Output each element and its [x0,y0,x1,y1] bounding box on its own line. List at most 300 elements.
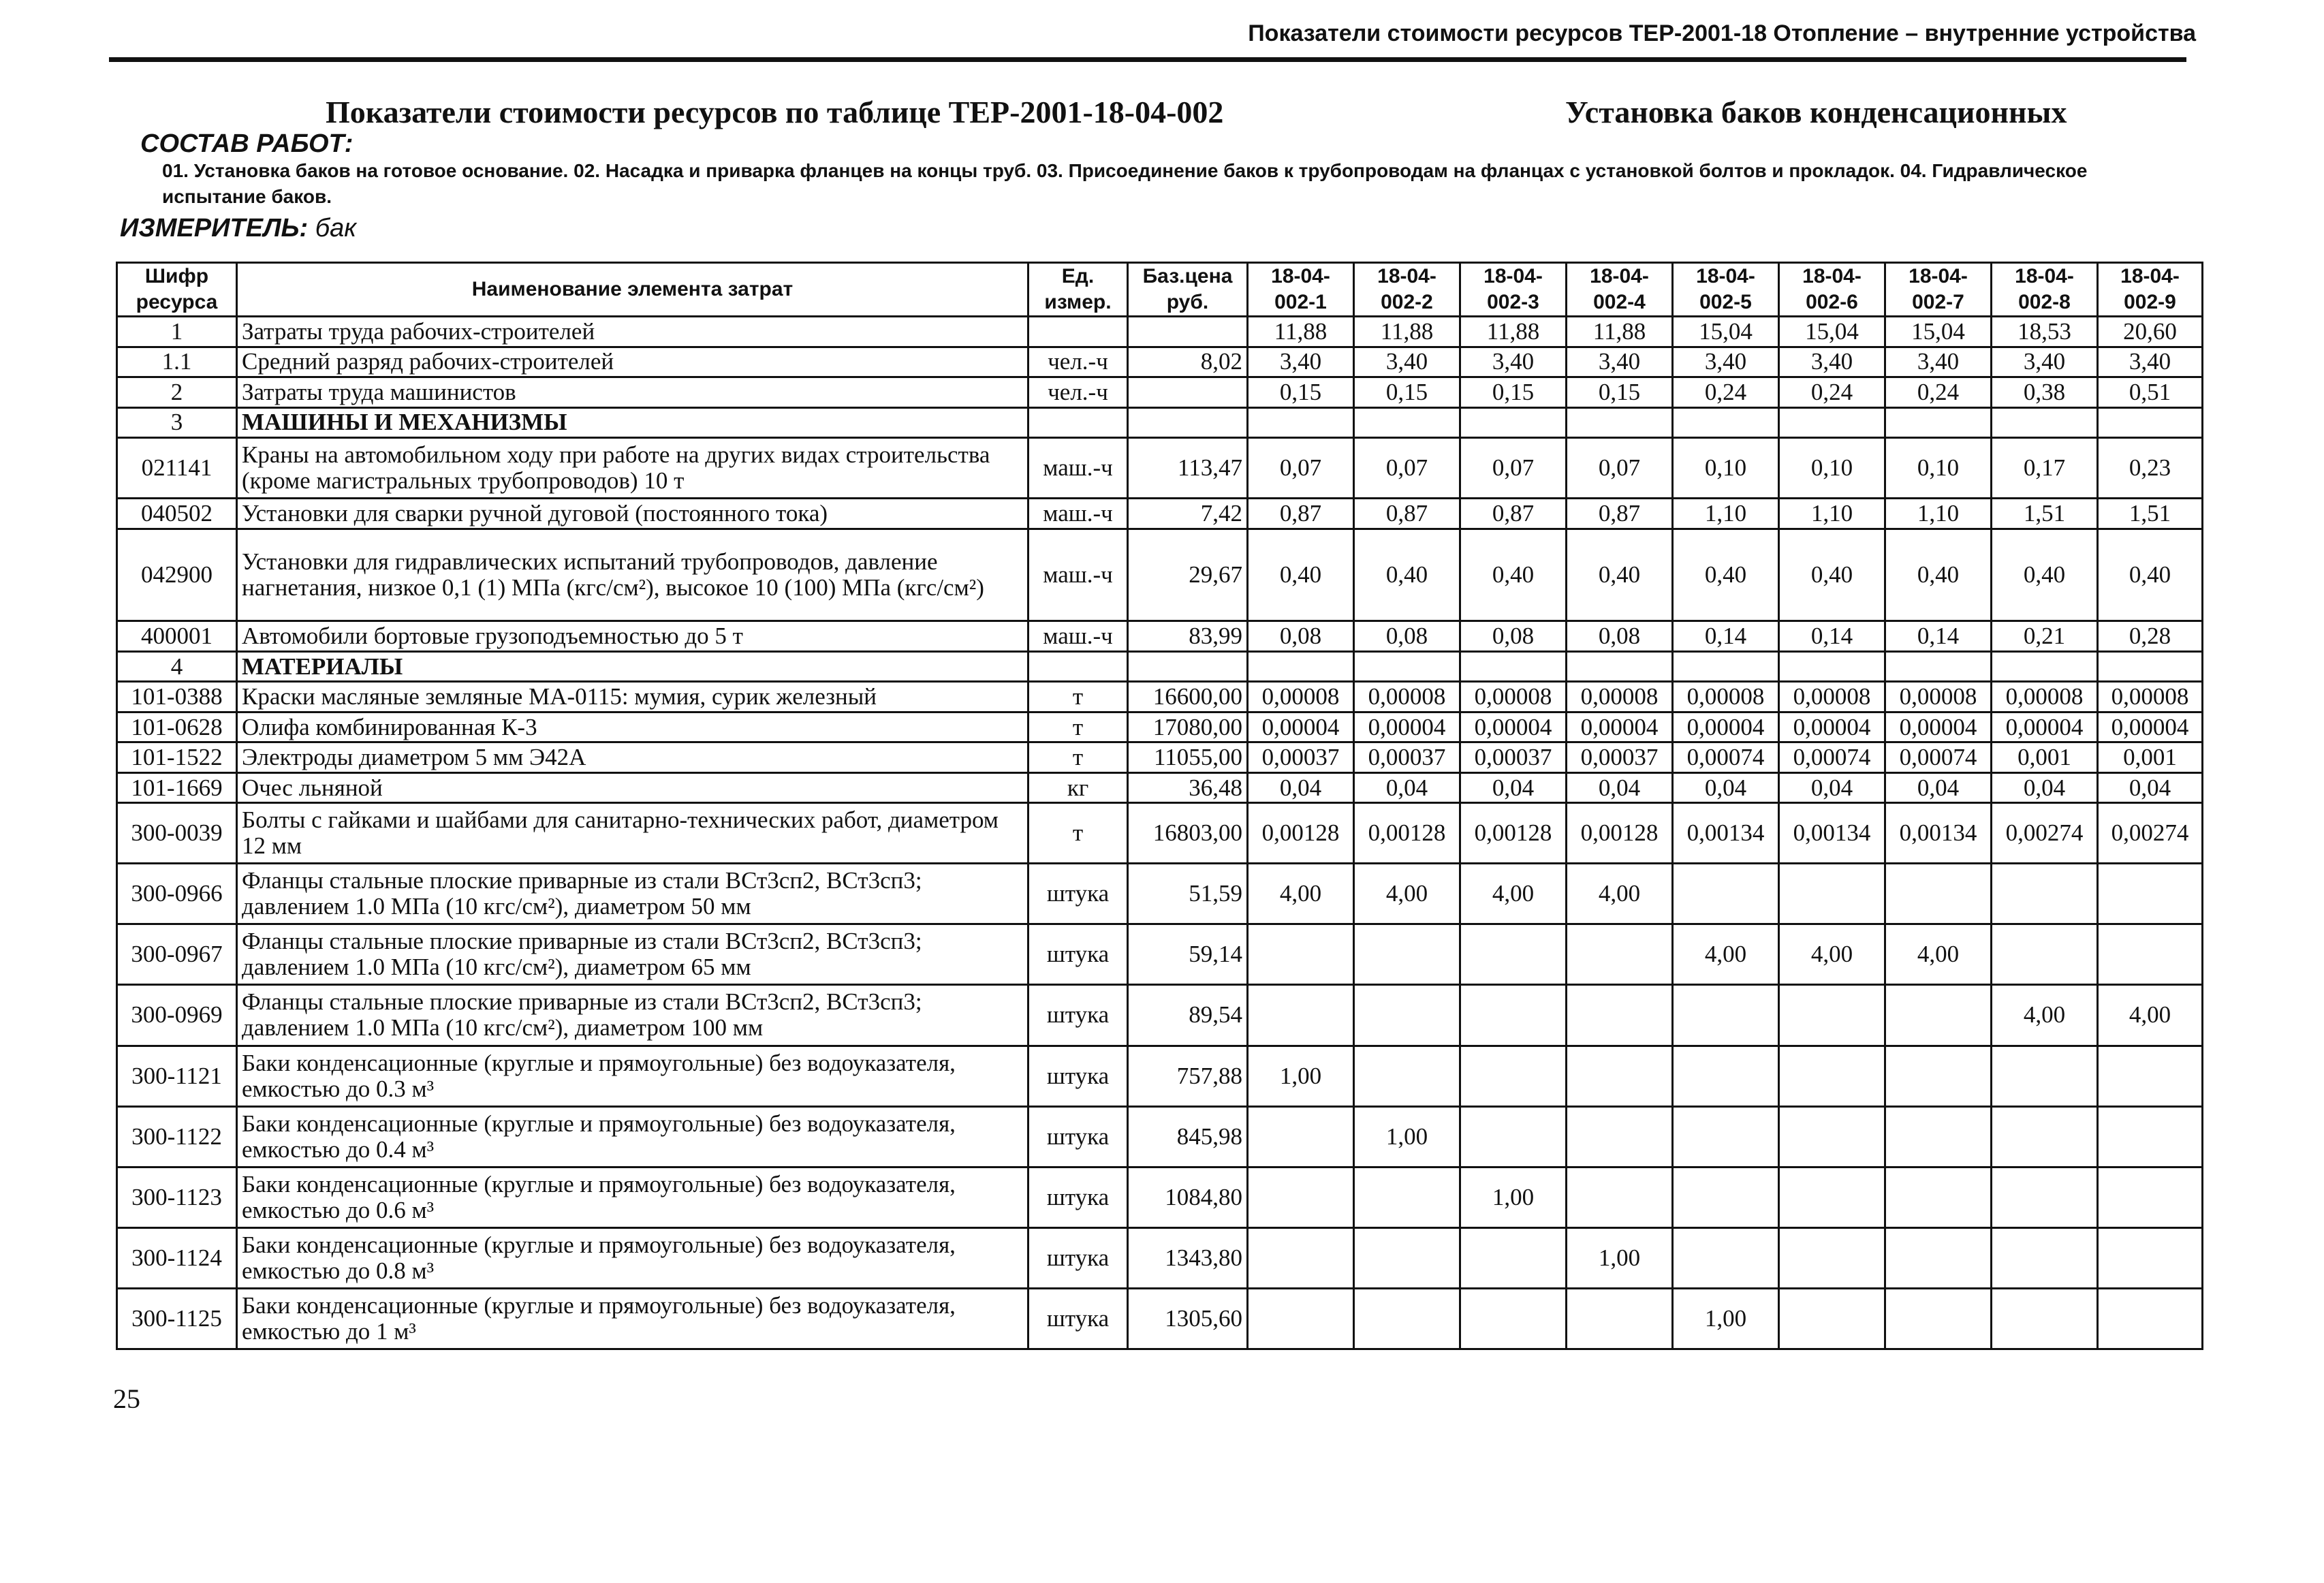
norm-value [1460,1046,1567,1106]
table-row [117,499,2203,529]
norm-value [1885,1046,1992,1106]
norm-value [1992,1167,2098,1227]
norm-value [1885,985,1992,1046]
norm-value: 0,24 [1673,377,1779,408]
norm-value: 0,001 [2098,742,2203,773]
resource-unit: штука [1028,1227,1128,1288]
header-code: Шифр ресурса [117,263,237,317]
norm-value: 0,04 [2098,772,2203,803]
norm-value: 0,00037 [1567,742,1673,773]
norm-value: 0,04 [1885,772,1992,803]
norm-value: 0,23 [2098,438,2203,499]
norm-value: 0,00004 [1248,712,1354,742]
resource-code: 300-1122 [117,1106,237,1167]
norm-value [1992,651,2098,682]
norm-value [1354,1227,1460,1288]
table-row [117,407,2203,438]
norm-value: 0,00004 [1779,712,1885,742]
norm-value: 0,04 [1460,772,1567,803]
norm-value: 1,10 [1673,499,1779,529]
resource-name: Краны на автомобильном ходу при работе на других видах строительства (кроме магистральных трубопроводов) 10 т [237,438,1028,499]
resource-name: Фланцы стальные плоские приварные из стали ВСт3сп2, ВСт3сп3; давлением 1.0 МПа (10 кгс/см²), диаметром 50 мм [237,864,1028,924]
norm-value: 0,10 [1673,438,1779,499]
header-col: 18-04-002-4 [1567,263,1673,317]
norm-value: 3,40 [1248,347,1354,377]
norm-value [1248,407,1354,438]
norm-value [1567,924,1673,985]
norm-value: 0,14 [1779,621,1885,652]
resource-price: 1305,60 [1128,1288,1248,1349]
norm-value: 3,40 [1992,347,2098,377]
norm-value: 0,87 [1460,499,1567,529]
norm-value: 0,40 [1885,529,1992,621]
norm-value [1248,1167,1354,1227]
norm-value [1673,985,1779,1046]
resource-code: 3 [117,407,237,438]
norm-value [1248,651,1354,682]
table-row [117,772,2203,803]
norm-value: 0,08 [1354,621,1460,652]
resource-unit: чел.-ч [1028,347,1128,377]
header-col: 18-04-002-7 [1885,263,1992,317]
norm-value [1460,985,1567,1046]
norm-value: 11,88 [1460,317,1567,347]
resource-price: 51,59 [1128,864,1248,924]
norm-value: 1,51 [2098,499,2203,529]
norm-value: 0,40 [1779,529,1885,621]
norm-value: 3,40 [1567,347,1673,377]
table-row [117,924,2203,985]
norm-value: 11,88 [1354,317,1460,347]
norm-value: 0,40 [1354,529,1460,621]
resource-price [1128,377,1248,408]
norm-value: 0,00274 [1992,803,2098,864]
norm-value: 0,00004 [1460,712,1567,742]
resource-unit: т [1028,712,1128,742]
norm-value: 1,00 [1354,1106,1460,1167]
norm-value [2098,1106,2203,1167]
resource-unit: маш.-ч [1028,621,1128,652]
norm-value: 4,00 [1460,864,1567,924]
norm-value [2098,1167,2203,1227]
resource-name: МАШИНЫ И МЕХАНИЗМЫ [237,407,1028,438]
resource-price: 16600,00 [1128,682,1248,712]
resource-price: 8,02 [1128,347,1248,377]
norm-value [1673,864,1779,924]
norm-value: 1,00 [1248,1046,1354,1106]
norm-value: 18,53 [1992,317,2098,347]
resource-price: 89,54 [1128,985,1248,1046]
resource-unit: т [1028,682,1128,712]
norm-value [1567,1106,1673,1167]
norm-value: 4,00 [1354,864,1460,924]
norm-value: 0,00004 [2098,712,2203,742]
resource-price: 83,99 [1128,621,1248,652]
resource-price: 11055,00 [1128,742,1248,773]
resource-code: 300-1121 [117,1046,237,1106]
norm-value: 1,00 [1673,1288,1779,1349]
norm-value [1673,1106,1779,1167]
norm-value [1354,1046,1460,1106]
resource-name: Очес льняной [237,772,1028,803]
measure-value: бак [315,214,357,242]
resource-code: 101-0388 [117,682,237,712]
resource-name: Баки конденсационные (круглые и прямоугольные) без водоуказателя, емкостью до 0.3 м³ [237,1046,1028,1106]
table-row [117,317,2203,347]
norm-value [1885,1167,1992,1227]
resource-price: 7,42 [1128,499,1248,529]
resource-code: 300-1123 [117,1167,237,1227]
measure-row [120,214,356,243]
norm-value [1673,651,1779,682]
norm-value [1354,985,1460,1046]
norm-value [1354,407,1460,438]
norm-value: 0,87 [1567,499,1673,529]
norm-value: 0,00128 [1460,803,1567,864]
norm-value: 0,00074 [1885,742,1992,773]
header-col: 18-04-002-2 [1354,263,1460,317]
norm-value [1567,1167,1673,1227]
norm-value: 0,00128 [1567,803,1673,864]
resource-unit: штука [1028,924,1128,985]
resource-unit: штука [1028,1167,1128,1227]
norm-value: 4,00 [1779,924,1885,985]
norm-value: 0,40 [1567,529,1673,621]
table-row [117,803,2203,864]
norm-value: 0,24 [1779,377,1885,408]
norm-value [2098,407,2203,438]
norm-value [1567,1288,1673,1349]
norm-value: 4,00 [1248,864,1354,924]
section-title: Установка баков конденсационных [1565,95,2067,129]
norm-value: 0,00008 [1354,682,1460,712]
resource-unit: штука [1028,1106,1128,1167]
norm-value: 3,40 [2098,347,2203,377]
norm-value: 15,04 [1779,317,1885,347]
norm-value: 0,15 [1567,377,1673,408]
norm-value [1248,1288,1354,1349]
norm-value [1460,1106,1567,1167]
norm-value [1885,1227,1992,1288]
resource-name: Фланцы стальные плоские приварные из стали ВСт3сп2, ВСт3сп3; давлением 1.0 МПа (10 кгс/см²), диаметром 65 мм [237,924,1028,985]
resource-price: 845,98 [1128,1106,1248,1167]
norm-value: 0,00037 [1460,742,1567,773]
page-number: 25 [113,1383,140,1414]
norm-value: 0,14 [1885,621,1992,652]
norm-value: 0,00037 [1248,742,1354,773]
norm-value: 11,88 [1567,317,1673,347]
norm-value: 0,40 [1992,529,2098,621]
norm-value: 0,40 [1460,529,1567,621]
norm-value: 0,15 [1460,377,1567,408]
table-row [117,742,2203,773]
resource-code: 040502 [117,499,237,529]
resource-code: 101-1669 [117,772,237,803]
resource-unit [1028,317,1128,347]
norm-value: 0,07 [1248,438,1354,499]
norm-value: 4,00 [2098,985,2203,1046]
norm-value: 0,87 [1354,499,1460,529]
norm-value: 0,00004 [1885,712,1992,742]
table-row [117,651,2203,682]
norm-value: 0,00008 [1567,682,1673,712]
norm-value [1992,1288,2098,1349]
norm-value: 0,00274 [2098,803,2203,864]
norm-value [2098,1288,2203,1349]
norm-value [1248,1227,1354,1288]
header-unit: Ед. измер. [1028,263,1128,317]
norm-value [1885,1288,1992,1349]
norm-value: 0,15 [1354,377,1460,408]
resource-price [1128,407,1248,438]
norm-value: 11,88 [1248,317,1354,347]
resource-unit: маш.-ч [1028,529,1128,621]
norm-value: 0,07 [1567,438,1673,499]
norm-value [1779,864,1885,924]
table-row [117,864,2203,924]
table-row [117,712,2203,742]
norm-value: 0,00004 [1567,712,1673,742]
norm-value: 3,40 [1779,347,1885,377]
norm-value: 0,15 [1248,377,1354,408]
norm-value: 0,00074 [1673,742,1779,773]
norm-value: 4,00 [1885,924,1992,985]
norm-value [1885,407,1992,438]
norm-value: 0,10 [1885,438,1992,499]
norm-value [1460,1288,1567,1349]
table-row [117,347,2203,377]
resource-price: 16803,00 [1128,803,1248,864]
table-row [117,1167,2203,1227]
header-price: Баз.цена руб. [1128,263,1248,317]
norm-value: 0,17 [1992,438,2098,499]
resource-name: Баки конденсационные (круглые и прямоугольные) без водоуказателя, емкостью до 0.4 м³ [237,1106,1028,1167]
norm-value: 0,00008 [2098,682,2203,712]
running-title: Показатели стоимости ресурсов ТЕР-2001-18 Отопление – внутренние устройства [1248,20,2196,46]
table-row [117,1288,2203,1349]
table-row [117,529,2203,621]
norm-value: 0,04 [1567,772,1673,803]
norm-value: 0,40 [1673,529,1779,621]
norm-value [1460,651,1567,682]
norm-value [1779,985,1885,1046]
norm-value [1248,985,1354,1046]
norm-value [2098,651,2203,682]
norm-value [1354,651,1460,682]
resource-name: Баки конденсационные (круглые и прямоугольные) без водоуказателя, емкостью до 1 м³ [237,1288,1028,1349]
resource-price: 1084,80 [1128,1167,1248,1227]
norm-value: 3,40 [1673,347,1779,377]
resource-price [1128,651,1248,682]
resource-table [116,262,2203,1350]
resource-name: Фланцы стальные плоские приварные из стали ВСт3сп2, ВСт3сп3; давлением 1.0 МПа (10 кгс/см²), диаметром 100 мм [237,985,1028,1046]
norm-value [1779,407,1885,438]
norm-value [1992,407,2098,438]
norm-value: 0,07 [1460,438,1567,499]
header-name: Наименование элемента затрат [237,263,1028,317]
resource-code: 400001 [117,621,237,652]
header-col: 18-04-002-6 [1779,263,1885,317]
norm-value: 0,21 [1992,621,2098,652]
norm-value: 4,00 [1992,985,2098,1046]
resource-name: Электроды диаметром 5 мм Э42А [237,742,1028,773]
norm-value: 0,40 [2098,529,2203,621]
norm-value [1779,1167,1885,1227]
norm-value: 20,60 [2098,317,2203,347]
resource-code: 300-0967 [117,924,237,985]
norm-value: 0,04 [1354,772,1460,803]
table-row [117,1046,2203,1106]
resource-code: 042900 [117,529,237,621]
norm-value: 4,00 [1673,924,1779,985]
table-row [117,682,2203,712]
norm-value: 0,00004 [1673,712,1779,742]
resource-unit: штука [1028,985,1128,1046]
resource-name: Автомобили бортовые грузоподъемностью до 5 т [237,621,1028,652]
norm-value: 0,00008 [1460,682,1567,712]
norm-value: 0,10 [1779,438,1885,499]
table-row [117,438,2203,499]
norm-value: 0,00004 [1992,712,2098,742]
norm-value: 0,00008 [1673,682,1779,712]
norm-value [1992,1227,2098,1288]
norm-value [1567,651,1673,682]
norm-value [2098,864,2203,924]
resource-code: 101-0628 [117,712,237,742]
resource-code: 1.1 [117,347,237,377]
norm-value: 0,00134 [1673,803,1779,864]
norm-value [2098,1046,2203,1106]
table-header-row [117,263,2203,317]
header-col: 18-04-002-9 [2098,263,2203,317]
norm-value [1248,1106,1354,1167]
resource-price: 59,14 [1128,924,1248,985]
resource-price: 1343,80 [1128,1227,1248,1288]
measure-label: ИЗМЕРИТЕЛЬ: [120,214,309,242]
resource-name: Краски масляные земляные МА-0115: мумия, сурик железный [237,682,1028,712]
resource-name: МАТЕРИАЛЫ [237,651,1028,682]
resource-price: 36,48 [1128,772,1248,803]
header-col: 18-04-002-5 [1673,263,1779,317]
resource-name: Затраты труда машинистов [237,377,1028,408]
table-row [117,985,2203,1046]
resource-name: Установки для гидравлических испытаний трубопроводов, давление нагнетания, низкое 0,1 (1) МПа (кгс/см²), высокое 10 (100) МПа (кгс/см²) [237,529,1028,621]
resource-code: 101-1522 [117,742,237,773]
resource-code: 300-1125 [117,1288,237,1349]
resource-unit: чел.-ч [1028,377,1128,408]
header-col: 18-04-002-8 [1992,263,2098,317]
norm-value: 1,10 [1779,499,1885,529]
norm-value: 1,51 [1992,499,2098,529]
norm-value: 15,04 [1885,317,1992,347]
composition-label: СОСТАВ РАБОТ: [140,129,354,158]
norm-value [1673,1167,1779,1227]
header-rule [109,57,2186,62]
norm-value: 0,08 [1567,621,1673,652]
norm-value [2098,1227,2203,1288]
resource-code: 021141 [117,438,237,499]
page-title: Показатели стоимости ресурсов по таблице ТЕР-2001-18-04-002 [326,95,1224,129]
norm-value [1354,924,1460,985]
resource-unit: кг [1028,772,1128,803]
norm-value: 0,00134 [1885,803,1992,864]
norm-value [1885,651,1992,682]
norm-value: 0,40 [1248,529,1354,621]
norm-value: 0,00008 [1779,682,1885,712]
resource-name: Установки для сварки ручной дуговой (постоянного тока) [237,499,1028,529]
norm-value: 0,00128 [1354,803,1460,864]
resource-price: 113,47 [1128,438,1248,499]
norm-value [1992,1046,2098,1106]
resource-unit: т [1028,803,1128,864]
resource-code: 300-0039 [117,803,237,864]
norm-value: 0,08 [1248,621,1354,652]
norm-value: 0,00134 [1779,803,1885,864]
resource-code: 300-0966 [117,864,237,924]
norm-value: 0,08 [1460,621,1567,652]
resource-unit: штука [1028,1288,1128,1349]
resource-price: 17080,00 [1128,712,1248,742]
resource-name: Олифа комбинированная К-3 [237,712,1028,742]
table-row [117,377,2203,408]
resource-price [1128,317,1248,347]
norm-value: 3,40 [1885,347,1992,377]
norm-value [1992,1106,2098,1167]
norm-value [1567,407,1673,438]
norm-value: 4,00 [1567,864,1673,924]
norm-value [2098,924,2203,985]
norm-value: 0,87 [1248,499,1354,529]
norm-value: 3,40 [1354,347,1460,377]
norm-value: 0,00074 [1779,742,1885,773]
norm-value: 0,04 [1248,772,1354,803]
norm-value: 3,40 [1460,347,1567,377]
norm-value [1567,985,1673,1046]
resource-price: 29,67 [1128,529,1248,621]
norm-value [1460,407,1567,438]
norm-value: 0,38 [1992,377,2098,408]
norm-value: 0,00004 [1354,712,1460,742]
norm-value: 0,07 [1354,438,1460,499]
norm-value [1885,1106,1992,1167]
table-body [117,317,2203,1349]
norm-value: 0,00128 [1248,803,1354,864]
norm-value [1779,1288,1885,1349]
norm-value: 0,04 [1673,772,1779,803]
norm-value [1673,407,1779,438]
resource-name: Затраты труда рабочих-строителей [237,317,1028,347]
norm-value [1779,651,1885,682]
norm-value [1885,864,1992,924]
header-col: 18-04-002-3 [1460,263,1567,317]
table-row [117,1227,2203,1288]
norm-value [1567,1046,1673,1106]
resource-unit: маш.-ч [1028,438,1128,499]
norm-value: 0,00008 [1885,682,1992,712]
resource-code: 4 [117,651,237,682]
norm-value [1779,1046,1885,1106]
norm-value [1779,1106,1885,1167]
norm-value [1354,1167,1460,1227]
norm-value: 0,00008 [1248,682,1354,712]
norm-value: 0,14 [1673,621,1779,652]
table-row [117,621,2203,652]
norm-value [1673,1227,1779,1288]
norm-value [1460,924,1567,985]
norm-value: 1,10 [1885,499,1992,529]
table-row [117,1106,2203,1167]
norm-value [1354,1288,1460,1349]
